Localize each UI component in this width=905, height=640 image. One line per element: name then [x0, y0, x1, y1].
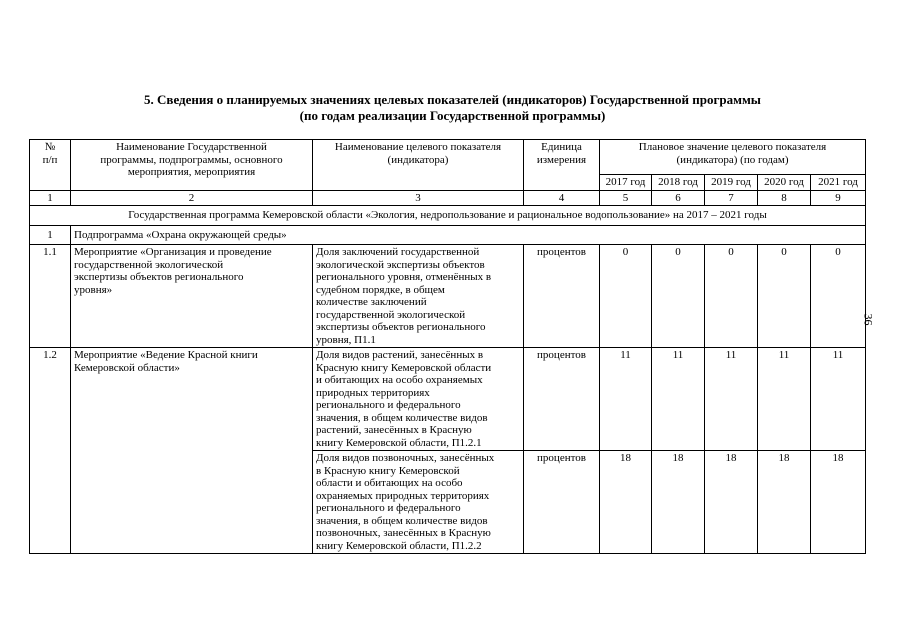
column-number: 4 — [524, 190, 600, 206]
column-number: 6 — [652, 190, 705, 206]
row-indicator-name: Доля видов позвоночных, занесённых в Красную книгу Кемеровской области и обитающих на особо охраняемых природных территориях регионального и федерального значения, в общем количестве видов позвоночных, занесённых в Красную книгу Кемеровской области, П1.2.2 — [313, 451, 524, 554]
header-program-name: Наименование Государственной программы, подпрограммы, основного мероприятия, мероприятия — [71, 140, 313, 191]
column-number: 7 — [705, 190, 758, 206]
row-value-2021: 11 — [811, 348, 866, 451]
header-row — [30, 140, 866, 175]
header-year: 2019 год — [705, 175, 758, 191]
row-value-2018: 18 — [652, 451, 705, 554]
row-unit: процентов — [524, 348, 600, 451]
column-number: 5 — [600, 190, 652, 206]
row-value-2017: 18 — [600, 451, 652, 554]
heading-line-2: (по годам реализации Государственной программы) — [299, 108, 606, 123]
page-number: 36 — [861, 313, 876, 326]
row-unit: процентов — [524, 451, 600, 554]
row-value-2021: 0 — [811, 245, 866, 348]
section-heading — [0, 92, 905, 124]
program-row — [30, 206, 866, 226]
row-value-2019: 11 — [705, 348, 758, 451]
header-indicator-name: Наименование целевого показателя (индикатора) — [313, 140, 524, 191]
subprogram-num: 1 — [30, 225, 71, 245]
row-indicator-name: Доля заключений государственной экологической экспертизы объектов регионального уровня, отменённых в судебном порядке, в общем количестве заключений государственной экологической экспертизы объектов регионального уровня, П1.1 — [313, 245, 524, 348]
header-year: 2020 год — [758, 175, 811, 191]
row-value-2020: 18 — [758, 451, 811, 554]
row-value-2018: 11 — [652, 348, 705, 451]
column-number: 9 — [811, 190, 866, 206]
row-value-2021: 18 — [811, 451, 866, 554]
header-year: 2021 год — [811, 175, 866, 191]
row-program-name: Мероприятие «Ведение Красной книги Кемеровской области» — [71, 348, 313, 554]
subprogram-name: Подпрограмма «Охрана окружающей среды» — [71, 225, 866, 245]
header-year: 2018 год — [652, 175, 705, 191]
program-title: Государственная программа Кемеровской области «Экология, недропользование и рациональное водопользование» на 2017 – 2021 годы — [30, 206, 866, 226]
row-value-2018: 0 — [652, 245, 705, 348]
header-planned-value: Плановое значение целевого показателя (индикатора) (по годам) — [600, 140, 866, 175]
header-unit: Единица измерения — [524, 140, 600, 191]
row-value-2020: 11 — [758, 348, 811, 451]
column-numbers-row — [30, 190, 866, 206]
row-value-2017: 0 — [600, 245, 652, 348]
column-number: 8 — [758, 190, 811, 206]
column-number: 1 — [30, 190, 71, 206]
header-year: 2017 год — [600, 175, 652, 191]
row-unit: процентов — [524, 245, 600, 348]
row-num: 1.1 — [30, 245, 71, 348]
column-number: 3 — [313, 190, 524, 206]
column-number: 2 — [71, 190, 313, 206]
subprogram-row — [30, 225, 866, 245]
row-num: 1.2 — [30, 348, 71, 554]
row-value-2017: 11 — [600, 348, 652, 451]
table-row — [30, 348, 866, 451]
heading-line-1: 5. Сведения о планируемых значениях целевых показателей (индикаторов) Государственной программы — [144, 92, 761, 107]
indicators-table — [29, 139, 866, 554]
header-num: № п/п — [30, 140, 71, 191]
row-value-2019: 18 — [705, 451, 758, 554]
row-value-2019: 0 — [705, 245, 758, 348]
row-value-2020: 0 — [758, 245, 811, 348]
row-indicator-name: Доля видов растений, занесённых в Красную книгу Кемеровской области и обитающих на особо охраняемых природных территориях регионального и федерального значения, в общем количестве видов растений, занесённых в Красную книгу Кемеровской области, П1.2.1 — [313, 348, 524, 451]
row-program-name: Мероприятие «Организация и проведение государственной экологической экспертизы объектов регионального уровня» — [71, 245, 313, 348]
table-row — [30, 245, 866, 348]
